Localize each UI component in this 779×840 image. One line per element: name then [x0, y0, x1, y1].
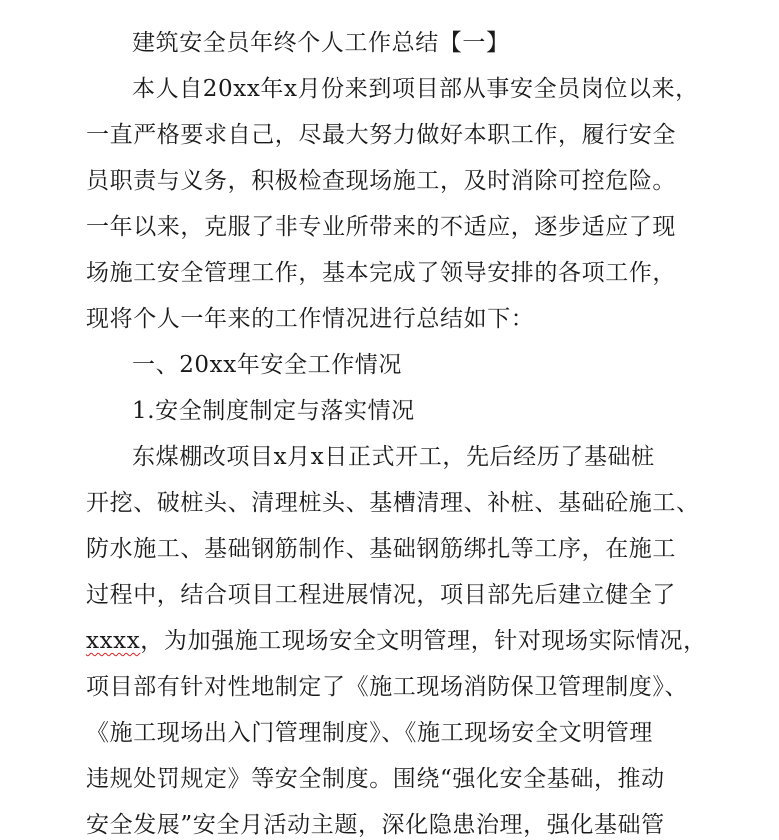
- body-line: 过程中，结合项目工程进展情况，项目部先后建立健全了: [86, 582, 676, 608]
- intro-line: 一直严格要求自己，尽最大努力做好本职工作，履行安全: [86, 122, 676, 148]
- body-line: 开挖、破桩头、清理桩头、基槽清理、补桩、基础砼施工、: [86, 490, 700, 516]
- subsection-heading: 1.安全制度制定与落实情况: [132, 398, 415, 424]
- intro-line: 现将个人一年来的工作情况进行总结如下：: [86, 306, 535, 332]
- body-line: 防水施工、基础钢筋制作、基础钢筋绑扎等工序，在施工: [86, 536, 676, 562]
- body-line: 安全发展”安全月活动主题，深化隐患治理，强化基础管: [86, 812, 665, 838]
- body-line: 违规处罚规定》等安全制度。围绕“强化安全基础，推动: [86, 766, 665, 792]
- body-line: 东煤棚改项目x月x日正式开工，先后经历了基础桩: [132, 444, 655, 470]
- body-line: 项目部有针对性地制定了《施工现场消防保卫管理制度》、: [86, 674, 689, 700]
- body-line: 《施工现场出入门管理制度》、《施工现场安全文明管理: [86, 720, 653, 746]
- section-heading: 一、20xx年安全工作情况: [132, 352, 403, 378]
- body-line: [86, 626, 707, 656]
- document-title: 建筑安全员年终个人工作总结【一】: [132, 30, 510, 56]
- body-text-segment: ，为加强施工现场安全文明管理，针对现场实际情况，: [140, 628, 707, 654]
- intro-line: 一年以来，克服了非专业所带来的不适应，逐步适应了现: [86, 214, 676, 240]
- intro-line: 本人自20xx年x月份来到项目部从事安全员岗位以来，: [132, 76, 699, 102]
- intro-line: 员职责与义务，积极检查现场施工，及时消除可控危险。: [86, 168, 676, 194]
- intro-line: 场施工安全管理工作，基本完成了领导安排的各项工作，: [86, 260, 676, 286]
- spellcheck-flagged-text[interactable]: xxxx: [86, 628, 141, 654]
